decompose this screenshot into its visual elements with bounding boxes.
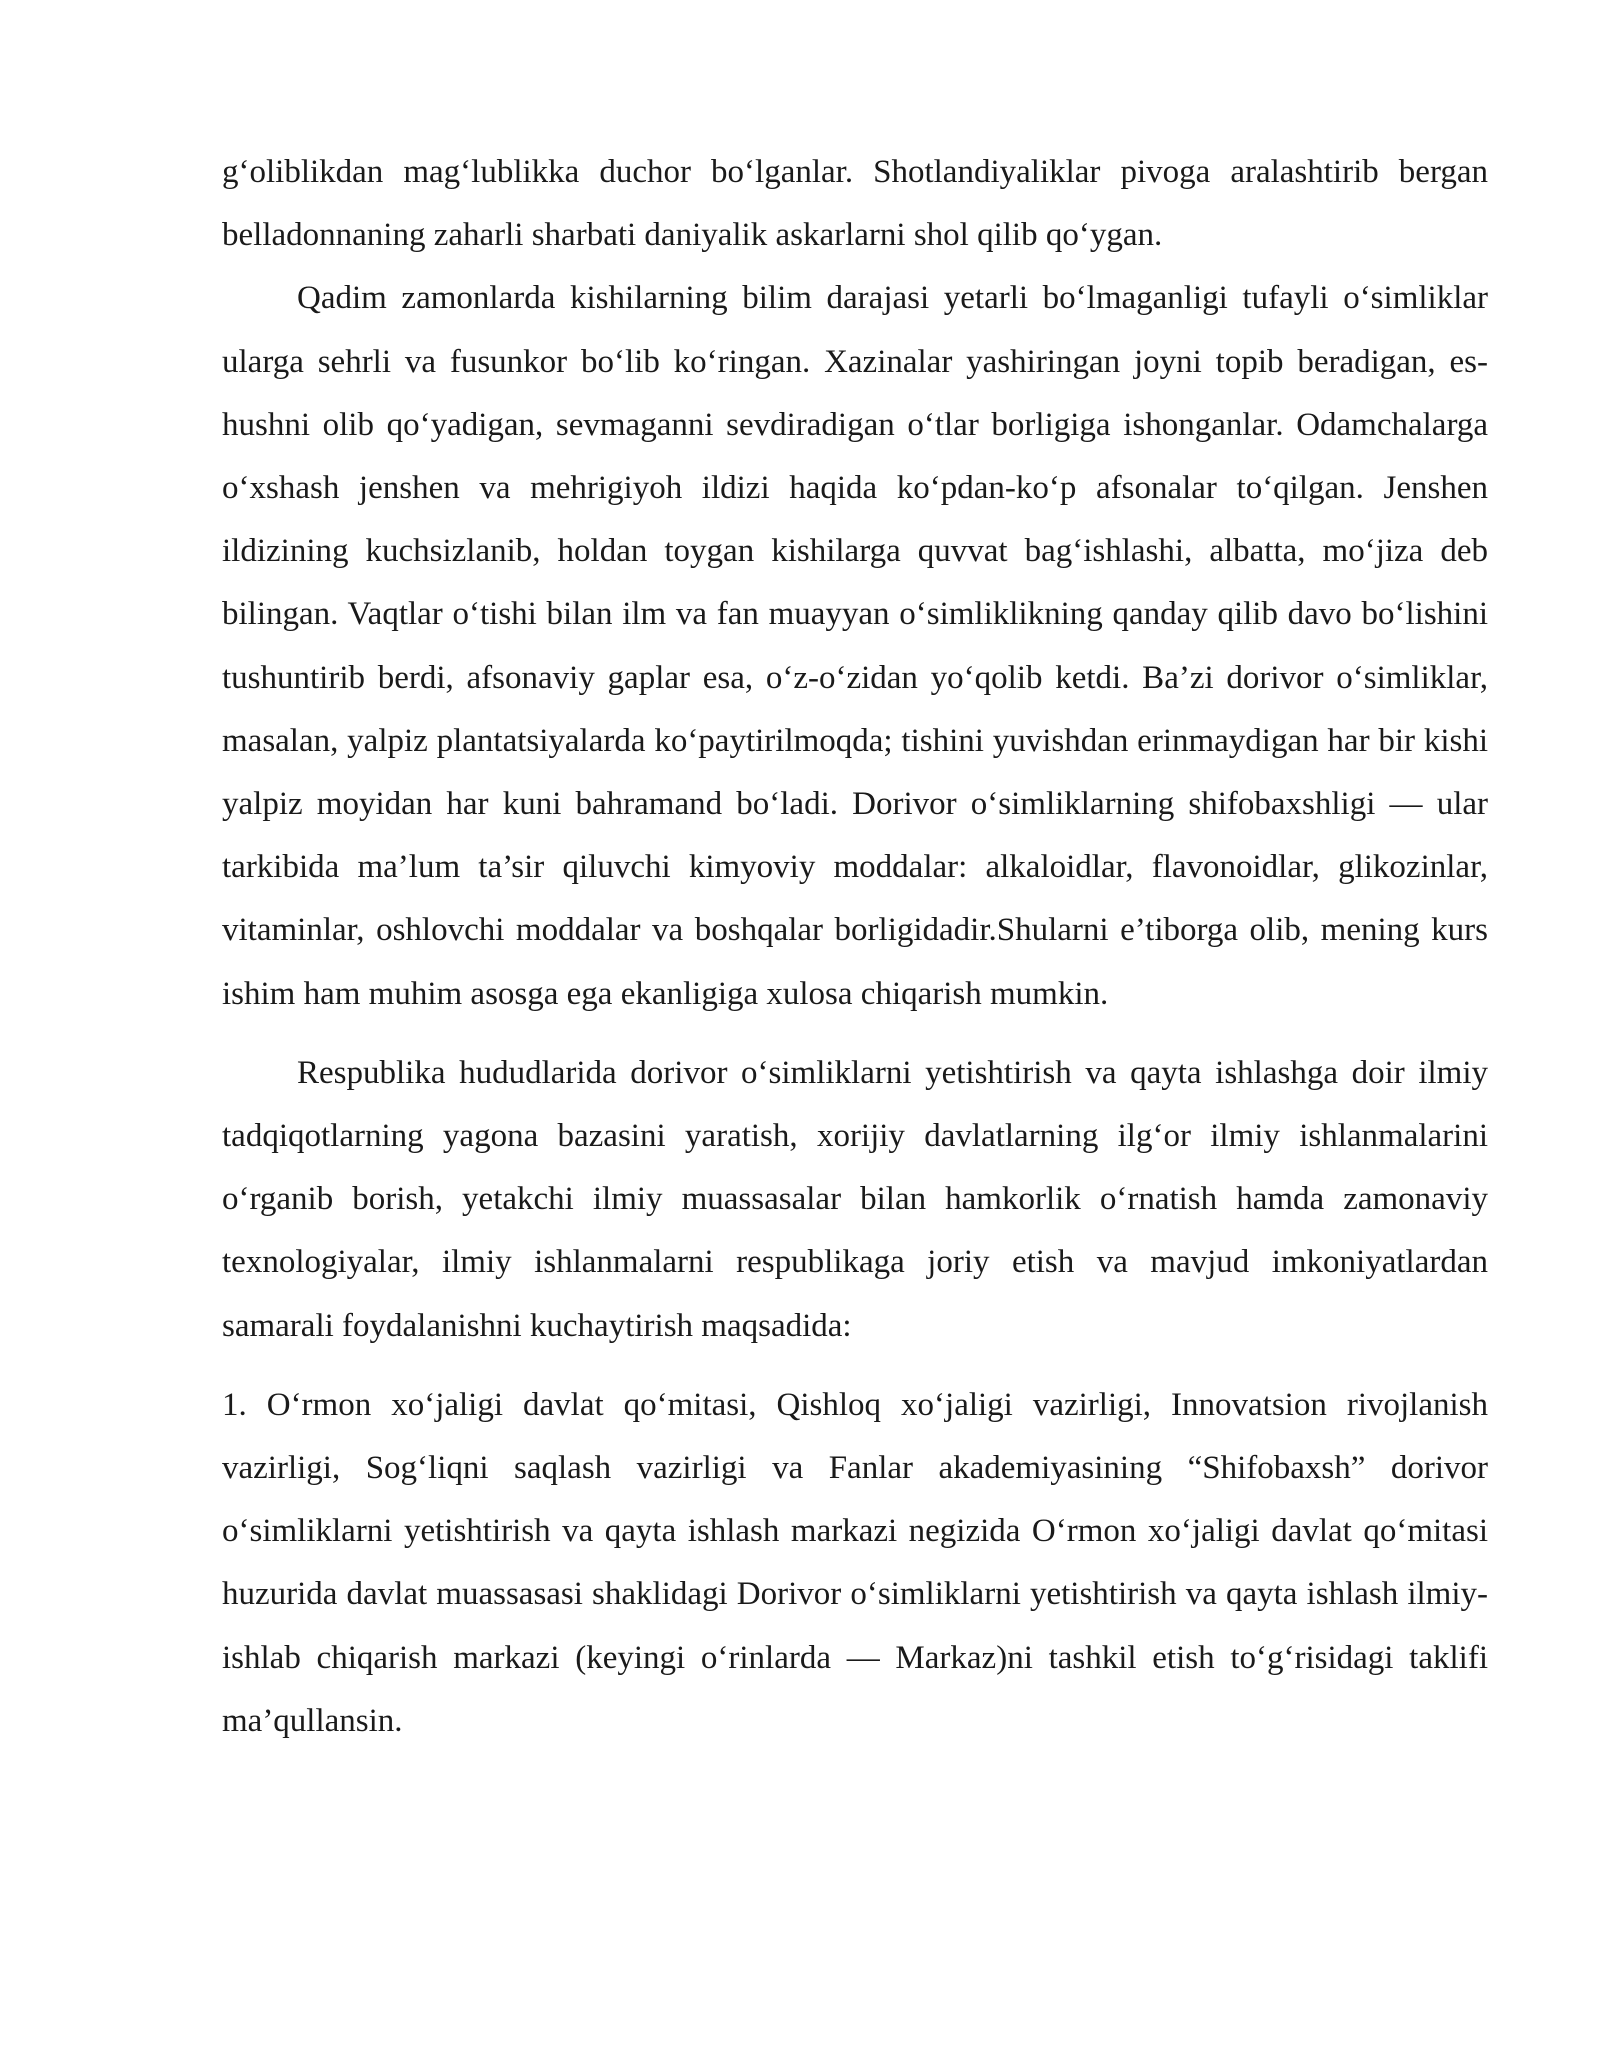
paragraph-continuation: g‘oliblikdan mag‘lublikka duchor bo‘lganlar. Shotlandiyaliklar pivoga aralashtirib bergan belladonnaning zaharli sharbati daniyalik askarlarni shol qilib qo‘ygan. (222, 154, 1488, 254)
paragraph-purpose: Respublika hududlarida dorivor o‘simliklarni yetishtirish va qayta ishlashga doir ilmiy tadqiqotlarning yagona bazasini yaratish, xorijiy davlatlarning ilg‘or ilmiy ishlanmalarini o‘rganib borish, yetakchi ilmiy muassasalar bilan hamkorlik o‘rnatish hamda zamonaviy texnologiyalar, ilmiy ishlanmalarni respublikaga joriy etish va mavjud imkoniyatlardan samarali foydalanishni kuchaytirish maqsadida: (222, 1054, 1488, 1344)
paragraph-history: Qadim zamonlarda kishilarning bilim darajasi yetarli bo‘lmaganligi tufayli o‘simliklar ularga sehrli va fusunkor bo‘lib ko‘ringan. Xazinalar yashiringan joyni topib beradigan, es-hushni olib qo‘yadigan, sevmaganni sevdiradigan o‘tlar borligiga ishonganlar. Odamchalarga o‘xshash jenshen va mehrigiyoh ildizi haqida ko‘pdan-ko‘p afsonalar to‘qilgan. Jenshen ildizining kuchsizlanib, holdan toygan kishilarga quvvat bag‘ishlashi, albatta, mo‘jiza deb bilingan. Vaqtlar o‘tishi bilan ilm va fan muayyan o‘simliklikning qanday qilib davo bo‘lishini tushuntirib berdi, afsonaviy gaplar esa, o‘z-o‘zidan yo‘qolib ketdi. Ba’zi dorivor o‘simliklar, masalan, yalpiz plantatsiyalarda ko‘paytirilmoqda; tishini yuvishdan erinmaydigan har bir kishi yalpiz moyidan har kuni bahramand bo‘ladi. Dorivor o‘simliklarning shifobaxshligi — ular tarkibida ma’lum ta’sir qiluvchi kimyoviy moddalar: alkaloidlar, flavonoidlar, glikozinlar, vitaminlar, oshlovchi moddalar va boshqalar borligidadir.Shularni e’tiborga olib, mening kurs ishim ham muhim asosga ega ekanligiga xulosa chiqarish mumkin. (222, 280, 1488, 1012)
paragraph-resolution-item-1: 1. O‘rmon xo‘jaligi davlat qo‘mitasi, Qishloq xo‘jaligi vazirligi, Innovatsion rivojlanish vazirligi, Sog‘liqni saqlash vazirligi va Fanlar akademiyasining “Shifobaxsh” dorivor o‘simliklarni yetishtirish va qayta ishlash markazi negizida O‘rmon xo‘jaligi davlat qo‘mitasi huzurida davlat muassasasi shaklidagi Dorivor o‘simliklarni yetishtirish va qayta ishlash ilmiy-ishlab chiqarish markazi (keyingi o‘rinlarda — Markaz)ni tashkil etish to‘g‘risidagi taklifi ma’qullansin. (222, 1386, 1488, 1739)
document-body (222, 141, 1488, 1753)
